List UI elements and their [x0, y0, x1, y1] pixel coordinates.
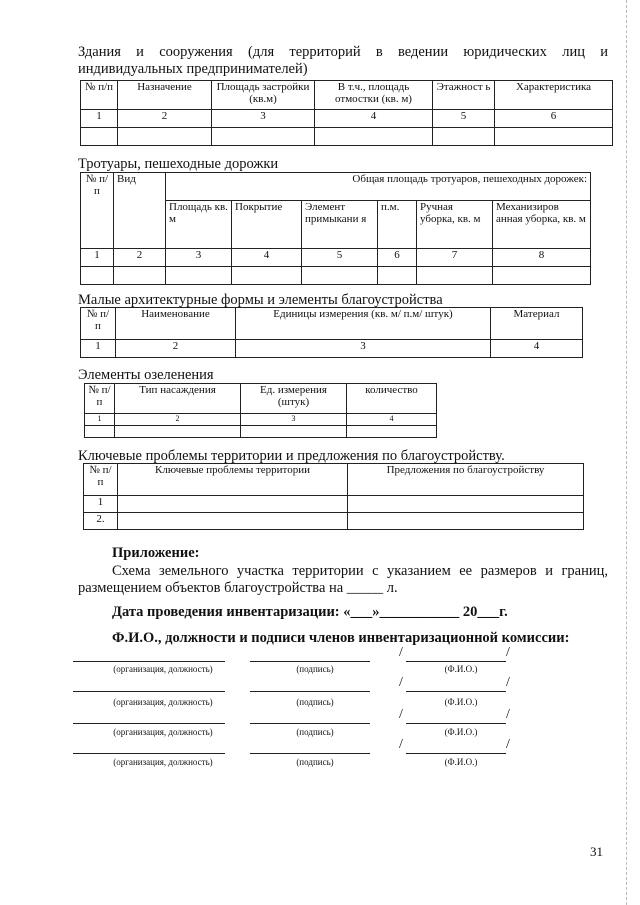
- header-cell: Ключевые проблемы территории: [118, 464, 348, 496]
- header-cell: № п/п: [81, 173, 114, 249]
- header-cell: Наименование: [116, 308, 236, 340]
- greenery-title: Элементы озеленения: [78, 367, 214, 383]
- page-number: 31: [590, 844, 603, 859]
- org-label: (организация, должность): [113, 727, 213, 737]
- fio-slash-right: /: [506, 645, 510, 660]
- number-cell: 3: [212, 110, 315, 128]
- scan-edge: [626, 0, 627, 905]
- number-cell: 8: [493, 249, 591, 267]
- org-line: [73, 753, 225, 754]
- row-number-cell: 1: [84, 496, 118, 513]
- fio-line: [406, 661, 506, 662]
- fio-label: (Ф.И.О.): [444, 727, 478, 737]
- number-cell: 1: [81, 110, 118, 128]
- fio-slash-right: /: [506, 675, 510, 690]
- number-cell: 3: [236, 340, 491, 358]
- number-cell: 6: [378, 249, 417, 267]
- date-line: Дата проведения инвентаризации: «___»___________ 20___г.: [112, 604, 508, 620]
- org-label: (организация, должность): [113, 664, 213, 674]
- problems-table: [83, 463, 584, 530]
- appendix-label: Приложение:: [112, 545, 200, 561]
- fio-slash-right: /: [506, 737, 510, 752]
- empty-cell: [114, 267, 166, 285]
- subheader-cell: п.м.: [378, 201, 417, 249]
- sidewalks-title: Тротуары, пешеходные дорожки: [78, 156, 279, 172]
- header-cell: Назначение: [118, 81, 212, 110]
- fio-line: [406, 723, 506, 724]
- buildings-title-line1: Здания и сооружения (для территорий в ведении юридических лиц и: [78, 44, 608, 60]
- number-cell: 2: [118, 110, 212, 128]
- sign-label: (подпись): [296, 664, 334, 674]
- header-cell: количество: [347, 384, 437, 414]
- fio-line: [406, 753, 506, 754]
- number-cell: 2: [115, 414, 241, 426]
- empty-cell: [495, 128, 613, 146]
- appendix-text-line1: Схема земельного участка территории с указанием ее размеров и границ,: [112, 563, 608, 579]
- fio-line: [406, 691, 506, 692]
- empty-cell: [348, 513, 584, 530]
- fio-slash-left: /: [399, 707, 403, 722]
- header-cell: Ед. измерения (штук): [241, 384, 347, 414]
- appendix-text-line2: размещением объектов благоустройства на _____ л.: [78, 580, 398, 596]
- empty-cell: [118, 513, 348, 530]
- org-line: [73, 661, 225, 662]
- number-cell: 2: [116, 340, 236, 358]
- header-cell: Этажност ь: [433, 81, 495, 110]
- org-line: [73, 691, 225, 692]
- number-cell: 4: [347, 414, 437, 426]
- sign-line: [250, 691, 370, 692]
- header-cell: Вид: [114, 173, 166, 249]
- number-cell: 7: [417, 249, 493, 267]
- empty-cell: [302, 267, 378, 285]
- org-label: (организация, должность): [113, 697, 213, 707]
- buildings-title: [78, 44, 608, 78]
- number-cell: 2: [114, 249, 166, 267]
- header-cell: № п/п: [81, 308, 116, 340]
- sign-line: [250, 753, 370, 754]
- empty-cell: [348, 496, 584, 513]
- empty-cell: [118, 128, 212, 146]
- fio-slash-left: /: [399, 737, 403, 752]
- sign-line: [250, 661, 370, 662]
- smallforms-title: Малые архитектурные формы и элементы благоустройства: [78, 292, 443, 308]
- empty-cell: [347, 426, 437, 438]
- number-cell: 4: [315, 110, 433, 128]
- empty-cell: [81, 128, 118, 146]
- subheader-cell: Механизиров анная уборка, кв. м: [493, 201, 591, 249]
- header-cell: № п/п: [85, 384, 115, 414]
- header-cell: Характеристика: [495, 81, 613, 110]
- commission-title: Ф.И.О., должности и подписи членов инвентаризационной комиссии:: [112, 630, 570, 646]
- empty-cell: [118, 496, 348, 513]
- empty-cell: [115, 426, 241, 438]
- number-cell: 3: [241, 414, 347, 426]
- header-cell: Единицы измерения (кв. м/ п.м/ штук): [236, 308, 491, 340]
- subheader-cell: Ручная уборка, кв. м: [417, 201, 493, 249]
- row-number-cell: 2.: [84, 513, 118, 530]
- fio-label: (Ф.И.О.): [444, 664, 478, 674]
- header-cell: Площадь застройки (кв.м): [212, 81, 315, 110]
- empty-cell: [241, 426, 347, 438]
- empty-cell: [417, 267, 493, 285]
- number-cell: 1: [81, 249, 114, 267]
- empty-cell: [232, 267, 302, 285]
- number-cell: 5: [433, 110, 495, 128]
- buildings-table: [80, 80, 613, 146]
- fio-slash-left: /: [399, 675, 403, 690]
- greenery-table: [84, 383, 437, 438]
- subheader-cell: Площадь кв. м: [166, 201, 232, 249]
- empty-cell: [315, 128, 433, 146]
- empty-cell: [212, 128, 315, 146]
- empty-cell: [166, 267, 232, 285]
- sign-line: [250, 723, 370, 724]
- fio-slash-left: /: [399, 645, 403, 660]
- empty-cell: [493, 267, 591, 285]
- header-cell: Общая площадь тротуаров, пешеходных дорожек:: [166, 173, 591, 201]
- empty-cell: [378, 267, 417, 285]
- sign-label: (подпись): [296, 757, 334, 767]
- header-cell: № п/п: [84, 464, 118, 496]
- header-cell: Предложения по благоустройству: [348, 464, 584, 496]
- fio-label: (Ф.И.О.): [444, 697, 478, 707]
- fio-label: (Ф.И.О.): [444, 757, 478, 767]
- empty-cell: [81, 267, 114, 285]
- buildings-title-line2: индивидуальных предпринимателей): [78, 61, 308, 77]
- appendix-text: [78, 563, 608, 597]
- number-cell: 4: [232, 249, 302, 267]
- number-cell: 3: [166, 249, 232, 267]
- org-label: (организация, должность): [113, 757, 213, 767]
- number-cell: 1: [85, 414, 115, 426]
- header-cell: В т.ч., площадь отмостки (кв. м): [315, 81, 433, 110]
- sidewalks-table: [80, 172, 591, 285]
- header-cell: № п/п: [81, 81, 118, 110]
- org-line: [73, 723, 225, 724]
- smallforms-table: [80, 307, 583, 358]
- empty-cell: [85, 426, 115, 438]
- header-cell: Тип насаждения: [115, 384, 241, 414]
- number-cell: 1: [81, 340, 116, 358]
- header-cell: Материал: [491, 308, 583, 340]
- subheader-cell: Покрытие: [232, 201, 302, 249]
- sign-label: (подпись): [296, 697, 334, 707]
- number-cell: 5: [302, 249, 378, 267]
- number-cell: 6: [495, 110, 613, 128]
- subheader-cell: Элемент примыкани я: [302, 201, 378, 249]
- fio-slash-right: /: [506, 707, 510, 722]
- problems-title: Ключевые проблемы территории и предложения по благоустройству.: [78, 448, 505, 464]
- number-cell: 4: [491, 340, 583, 358]
- empty-cell: [433, 128, 495, 146]
- sign-label: (подпись): [296, 727, 334, 737]
